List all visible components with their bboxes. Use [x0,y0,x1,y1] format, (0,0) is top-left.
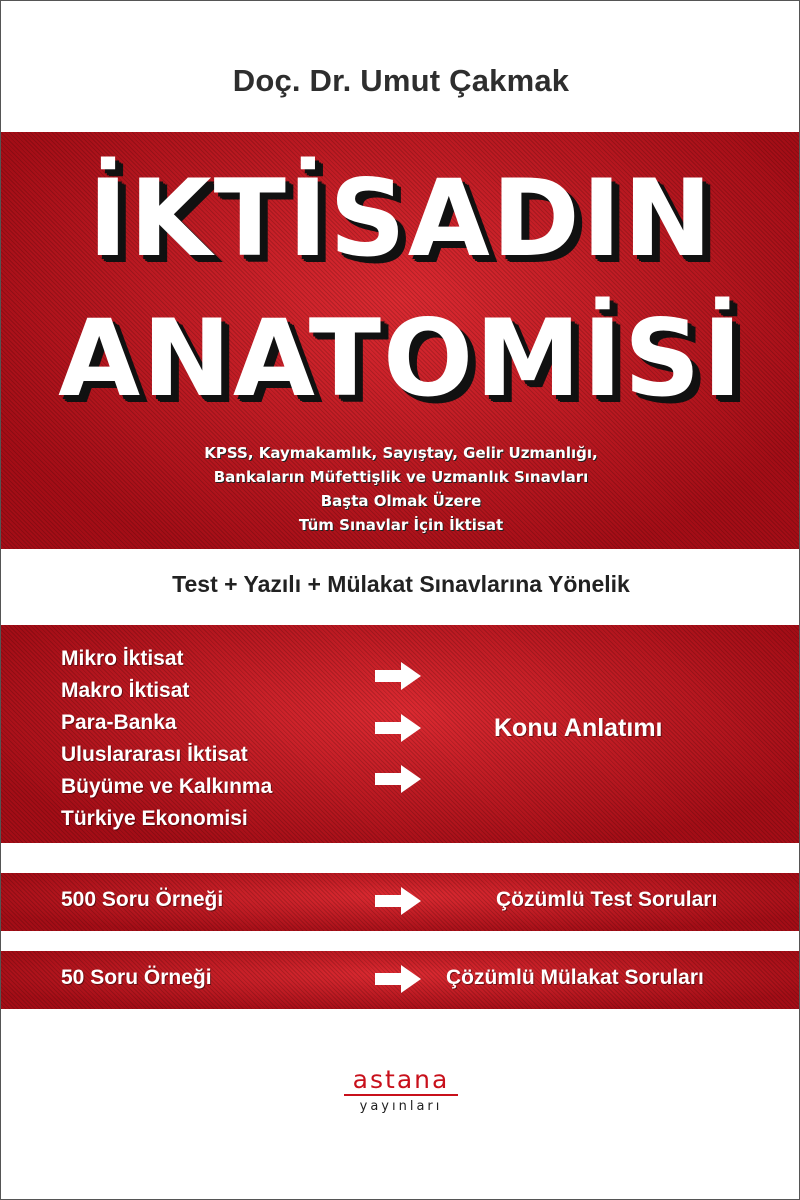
arrow-right-icon [375,765,421,793]
subtitle-line: KPSS, Kaymakamlık, Sayıştay, Gelir Uzmanlığı, [204,444,598,462]
arrow-right-icon [375,714,421,742]
publisher-logo: astana [352,1065,450,1094]
row-right-label: Çözümlü Test Soruları [496,888,718,911]
topic-item: Türkiye Ekonomisi [61,807,248,830]
topic-item: Mikro İktisat [61,647,184,670]
title-line-1: İKTİSADIN [88,157,714,280]
author-name: Doç. Dr. Umut Çakmak [232,63,570,98]
subtitle-line: Bankaların Müfettişlik ve Uzmanlık Sınavları [213,468,589,486]
topic-item: Büyüme ve Kalkınma [61,775,273,798]
publisher-logo-rule [344,1094,458,1096]
arrow-right-icon [375,887,421,915]
title-line-2: ANATOMİSİ [58,297,744,420]
topics-result: Konu Anlatımı [494,714,663,742]
subtitle-line: Başta Olmak Üzere [320,492,482,510]
row-left-label: 50 Soru Örneği [61,966,212,989]
topic-item: Makro İktisat [61,679,190,702]
arrow-right-icon [375,965,421,993]
row-left-label: 500 Soru Örneği [61,888,224,911]
row-right-label: Çözümlü Mülakat Soruları [446,966,704,989]
subtitle-line: Tüm Sınavlar İçin İktisat [298,516,504,534]
tagline: Test + Yazılı + Mülakat Sınavlarına Yönelik [172,571,630,597]
topic-item: Uluslararası İktisat [61,743,248,766]
arrow-right-icon [375,662,421,690]
publisher-subtitle: yayınları [359,1099,443,1114]
topic-item: Para-Banka [61,711,177,734]
